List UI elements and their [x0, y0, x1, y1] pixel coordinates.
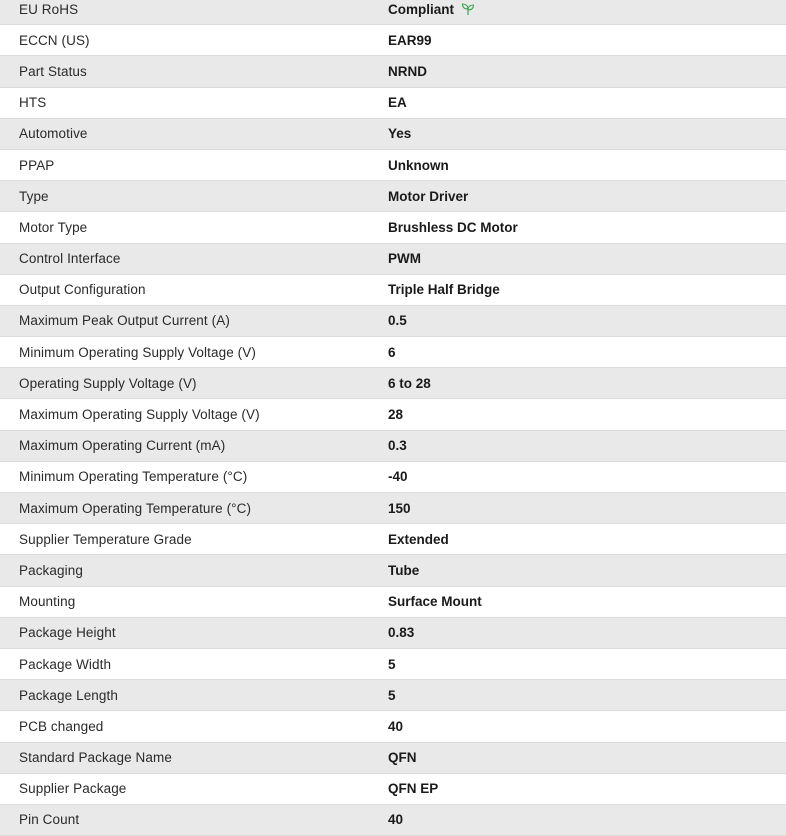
spec-row-pcb-changed	[0, 711, 786, 742]
spec-label: Package Width	[19, 656, 112, 672]
spec-value-text: Compliant	[388, 1, 454, 17]
spec-row-max-operating-supply-voltage	[0, 399, 786, 430]
spec-label: Package Length	[19, 687, 118, 703]
spec-label: Motor Type	[19, 219, 88, 235]
spec-label: HTS	[19, 95, 47, 111]
spec-value: 0.3	[388, 438, 407, 454]
spec-label: Maximum Operating Supply Voltage (V)	[19, 407, 260, 423]
spec-label: Operating Supply Voltage (V)	[19, 375, 197, 391]
spec-row-supplier-package	[0, 774, 786, 805]
spec-row-max-peak-output-current	[0, 306, 786, 337]
spec-value: PWM	[388, 251, 421, 267]
spec-row-packaging	[0, 555, 786, 586]
spec-row-eccn-us	[0, 25, 786, 56]
spec-row-automotive	[0, 119, 786, 150]
spec-label: PCB changed	[19, 718, 104, 734]
spec-value: Tube	[388, 562, 420, 578]
spec-row-type	[0, 181, 786, 212]
spec-label: Mounting	[19, 594, 76, 610]
spec-row-ppap	[0, 150, 786, 181]
spec-label: Supplier Package	[19, 781, 127, 797]
spec-row-control-interface	[0, 244, 786, 275]
spec-value: 6 to 28	[388, 375, 431, 391]
spec-row-supplier-temperature-grade	[0, 524, 786, 555]
leaf-icon	[461, 2, 475, 16]
spec-row-min-operating-supply-voltage	[0, 337, 786, 368]
spec-row-package-width	[0, 649, 786, 680]
spec-value: Unknown	[388, 157, 449, 173]
spec-row-mounting	[0, 587, 786, 618]
spec-row-pin-count	[0, 805, 786, 836]
spec-value: 28	[388, 407, 404, 423]
spec-value: EAR99	[388, 32, 432, 48]
spec-value: EA	[388, 95, 407, 111]
spec-value: Motor Driver	[388, 188, 469, 204]
spec-value: -40	[388, 469, 408, 485]
spec-value: 5	[388, 687, 396, 703]
spec-label: Part Status	[19, 63, 87, 79]
spec-row-package-length	[0, 680, 786, 711]
spec-label: Output Configuration	[19, 282, 146, 298]
spec-row-eu-rohs	[0, 0, 786, 25]
spec-row-hts	[0, 88, 786, 119]
spec-label: Type	[19, 188, 49, 204]
spec-value: QFN EP	[388, 781, 439, 797]
spec-label: Supplier Temperature Grade	[19, 531, 192, 547]
spec-value: 40	[388, 718, 404, 734]
spec-label: Maximum Peak Output Current (A)	[19, 313, 230, 329]
spec-label: ECCN (US)	[19, 32, 90, 48]
spec-value: Brushless DC Motor	[388, 219, 518, 235]
spec-row-max-operating-temperature	[0, 493, 786, 524]
spec-row-output-configuration	[0, 275, 786, 306]
spec-row-operating-supply-voltage	[0, 368, 786, 399]
spec-row-motor-type	[0, 212, 786, 243]
spec-label: Standard Package Name	[19, 750, 172, 766]
spec-value: Surface Mount	[388, 594, 482, 610]
spec-label: Control Interface	[19, 251, 121, 267]
spec-value: 0.5	[388, 313, 407, 329]
spec-label: Maximum Operating Temperature (°C)	[19, 500, 252, 516]
spec-value: 6	[388, 344, 396, 360]
spec-label: Maximum Operating Current (mA)	[19, 438, 226, 454]
spec-label: Minimum Operating Supply Voltage (V)	[19, 344, 256, 360]
spec-label: Packaging	[19, 562, 83, 578]
spec-label: EU RoHS	[19, 1, 79, 17]
spec-value: Extended	[388, 531, 449, 547]
spec-value: QFN	[388, 750, 417, 766]
spec-label: Minimum Operating Temperature (°C)	[19, 469, 248, 485]
spec-value	[388, 2, 786, 17]
spec-row-part-status	[0, 56, 786, 87]
spec-label: Pin Count	[19, 812, 80, 828]
spec-value: Yes	[388, 126, 412, 142]
spec-value: 5	[388, 656, 396, 672]
spec-value: NRND	[388, 63, 427, 79]
spec-row-standard-package-name	[0, 743, 786, 774]
spec-value: 0.83	[388, 625, 415, 641]
spec-label: Automotive	[19, 126, 88, 142]
spec-row-min-operating-temperature	[0, 462, 786, 493]
spec-row-package-height	[0, 618, 786, 649]
spec-label: PPAP	[19, 157, 55, 173]
spec-label: Package Height	[19, 625, 116, 641]
spec-row-max-operating-current	[0, 431, 786, 462]
spec-value: 150	[388, 500, 411, 516]
spec-value: 40	[388, 812, 404, 828]
spec-value: Triple Half Bridge	[388, 282, 500, 298]
